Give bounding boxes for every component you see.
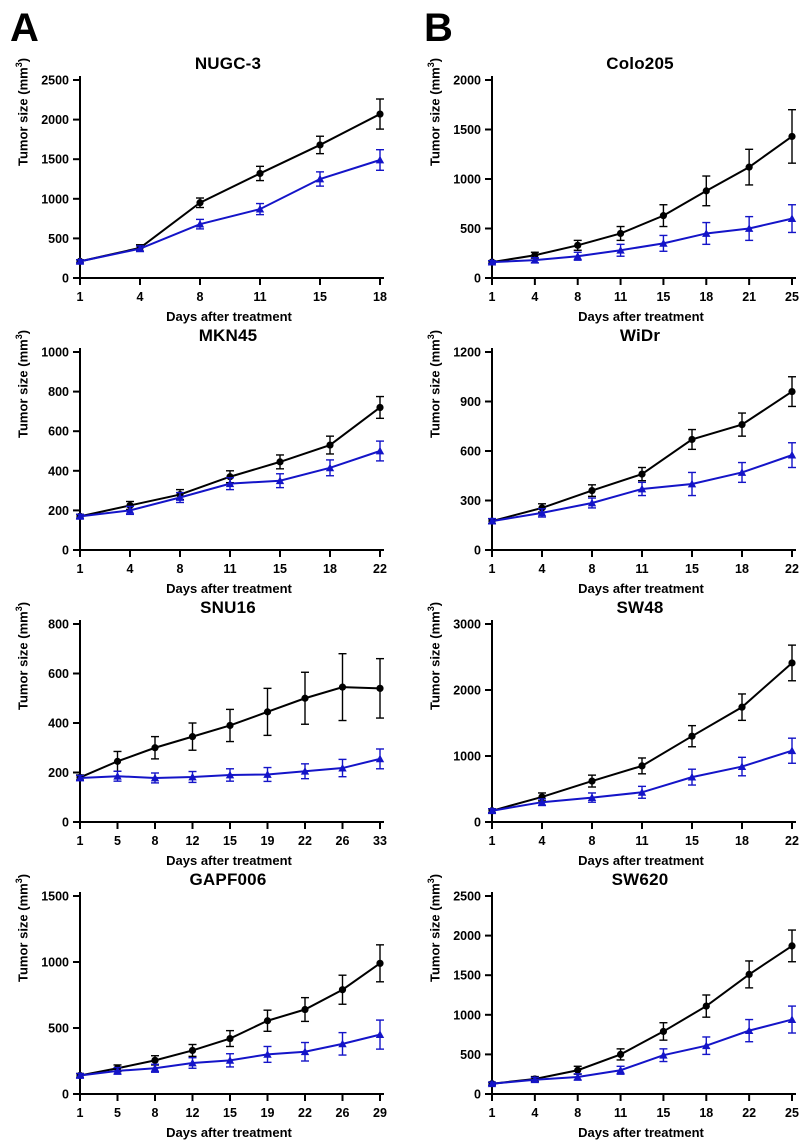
svg-text:22: 22 (742, 1106, 757, 1120)
svg-text:900: 900 (460, 395, 481, 409)
svg-text:11: 11 (223, 562, 237, 576)
svg-text:15: 15 (313, 290, 327, 304)
chart-title: MKN45 (198, 326, 258, 345)
svg-text:2500: 2500 (41, 73, 69, 88)
svg-text:4: 4 (531, 1106, 539, 1120)
plot-area (8, 320, 398, 598)
y-axis-label: Tumor size $(mm^3)$ (14, 57, 31, 166)
svg-text:1000: 1000 (41, 955, 69, 970)
svg-text:1: 1 (76, 834, 84, 848)
svg-text:4: 4 (531, 290, 539, 304)
svg-text:0: 0 (62, 543, 69, 558)
chart-sw620 (420, 864, 810, 1142)
svg-text:15: 15 (685, 562, 699, 576)
svg-text:1500: 1500 (453, 968, 481, 983)
chart-title: Colo205 (606, 54, 674, 73)
svg-text:1: 1 (488, 834, 496, 848)
svg-text:15: 15 (656, 290, 671, 304)
svg-text:11: 11 (613, 1106, 628, 1120)
svg-text:12: 12 (185, 1106, 200, 1120)
x-axis-label: Days after treatment (166, 853, 292, 868)
chart-title: SW48 (616, 598, 664, 617)
svg-text:19: 19 (260, 1106, 275, 1120)
svg-text:1: 1 (76, 1106, 84, 1120)
x-axis-label: Days after treatment (166, 309, 292, 324)
chart-colo205 (420, 48, 810, 326)
svg-text:500: 500 (48, 231, 69, 246)
svg-text:2000: 2000 (453, 73, 481, 88)
svg-text:18: 18 (699, 290, 714, 304)
svg-text:18: 18 (735, 834, 749, 848)
y-axis-label: Tumor size $(mm^3)$ (426, 57, 443, 166)
svg-text:22: 22 (785, 562, 799, 576)
svg-text:1: 1 (488, 1106, 496, 1120)
chart-widr (420, 320, 810, 598)
svg-text:200: 200 (48, 766, 69, 780)
svg-text:500: 500 (460, 1047, 481, 1062)
svg-text:33: 33 (373, 834, 387, 848)
svg-text:18: 18 (735, 562, 749, 576)
svg-text:15: 15 (656, 1106, 671, 1120)
x-axis-label: Days after treatment (578, 581, 704, 596)
svg-text:0: 0 (62, 815, 69, 830)
svg-text:1: 1 (76, 562, 84, 576)
svg-text:1000: 1000 (41, 192, 69, 207)
svg-text:26: 26 (335, 834, 350, 848)
plot-area (8, 592, 398, 870)
svg-text:400: 400 (48, 716, 69, 731)
svg-text:600: 600 (460, 444, 481, 459)
chart-title: SW620 (611, 870, 669, 889)
svg-text:22: 22 (298, 1106, 312, 1120)
svg-text:8: 8 (151, 1106, 159, 1120)
svg-text:15: 15 (273, 562, 287, 576)
chart-snu16 (8, 592, 398, 870)
svg-text:1200: 1200 (453, 345, 481, 360)
x-axis-label: Days after treatment (166, 581, 292, 596)
svg-text:18: 18 (699, 1106, 714, 1120)
y-axis-label: Tumor size $(mm^3)$ (14, 601, 31, 710)
svg-text:1500: 1500 (41, 152, 69, 167)
y-axis-label: Tumor size $(mm^3)$ (14, 329, 31, 438)
svg-text:8: 8 (588, 562, 596, 576)
svg-text:25: 25 (785, 290, 799, 304)
svg-text:4: 4 (538, 562, 546, 576)
chart-gapf006 (8, 864, 398, 1142)
svg-text:0: 0 (62, 271, 69, 286)
y-axis-label: Tumor size $(mm^3)$ (14, 873, 31, 982)
svg-text:800: 800 (48, 385, 69, 400)
svg-text:15: 15 (223, 1106, 237, 1120)
svg-text:22: 22 (373, 562, 387, 576)
chart-sw48 (420, 592, 810, 870)
x-axis-label: Days after treatment (166, 1125, 292, 1140)
svg-text:12: 12 (185, 834, 200, 848)
chart-title: NUGC-3 (194, 54, 262, 73)
svg-text:8: 8 (176, 562, 184, 576)
svg-text:3000: 3000 (453, 617, 481, 632)
svg-text:4: 4 (136, 290, 144, 304)
chart-title: WiDr (619, 326, 661, 345)
svg-text:8: 8 (196, 290, 204, 304)
svg-text:8: 8 (151, 834, 159, 848)
svg-text:11: 11 (253, 290, 267, 304)
panel-label-b: B (424, 6, 453, 50)
svg-text:0: 0 (474, 543, 481, 558)
svg-text:300: 300 (460, 494, 481, 508)
svg-text:15: 15 (223, 834, 237, 848)
svg-text:1000: 1000 (41, 345, 69, 360)
panel-label-a: A (10, 6, 39, 50)
svg-text:1500: 1500 (41, 889, 69, 904)
svg-text:18: 18 (323, 562, 337, 576)
svg-text:600: 600 (48, 424, 69, 439)
svg-text:400: 400 (48, 464, 69, 479)
chart-title: GAPF006 (189, 870, 267, 889)
chart-nugc-3 (8, 48, 398, 326)
svg-text:1: 1 (488, 562, 496, 576)
svg-text:600: 600 (48, 667, 69, 681)
y-axis-label: Tumor size $(mm^3)$ (426, 329, 443, 438)
svg-text:5: 5 (114, 834, 121, 848)
svg-text:5: 5 (114, 1106, 121, 1120)
plot-area (420, 48, 810, 326)
x-axis-label: Days after treatment (578, 309, 704, 324)
svg-text:25: 25 (785, 1106, 799, 1120)
svg-text:2000: 2000 (453, 683, 481, 698)
svg-text:21: 21 (742, 290, 757, 304)
svg-text:0: 0 (62, 1087, 69, 1102)
svg-text:4: 4 (538, 834, 546, 848)
svg-text:2000: 2000 (453, 929, 481, 944)
svg-text:1500: 1500 (453, 123, 481, 137)
svg-text:500: 500 (48, 1021, 69, 1036)
svg-text:22: 22 (298, 834, 312, 848)
svg-text:1: 1 (76, 290, 84, 304)
svg-text:1000: 1000 (453, 172, 481, 187)
x-axis-label: Days after treatment (578, 1125, 704, 1140)
chart-title: SNU16 (200, 598, 256, 617)
svg-text:18: 18 (373, 290, 387, 304)
svg-text:2500: 2500 (453, 889, 481, 904)
svg-text:8: 8 (574, 290, 582, 304)
plot-area (420, 320, 810, 598)
svg-text:29: 29 (373, 1106, 387, 1120)
y-axis-label: Tumor size $(mm^3)$ (426, 873, 443, 982)
svg-text:1: 1 (488, 290, 496, 304)
svg-text:15: 15 (685, 834, 699, 848)
svg-text:11: 11 (635, 834, 649, 848)
svg-text:8: 8 (574, 1106, 582, 1120)
svg-text:1000: 1000 (453, 1008, 481, 1023)
svg-text:0: 0 (474, 1087, 481, 1102)
svg-text:19: 19 (260, 834, 275, 848)
svg-text:0: 0 (474, 271, 481, 286)
svg-text:500: 500 (460, 222, 481, 236)
plot-area (420, 864, 810, 1142)
svg-text:22: 22 (785, 834, 799, 848)
plot-area (420, 592, 810, 870)
svg-text:1000: 1000 (453, 749, 481, 764)
svg-text:2000: 2000 (41, 113, 69, 128)
x-axis-label: Days after treatment (578, 853, 704, 868)
svg-text:11: 11 (613, 290, 628, 304)
svg-text:8: 8 (588, 834, 596, 848)
svg-text:26: 26 (335, 1106, 350, 1120)
y-axis-label: Tumor size $(mm^3)$ (426, 601, 443, 710)
svg-text:800: 800 (48, 617, 69, 632)
svg-text:11: 11 (635, 562, 649, 576)
plot-area (8, 48, 398, 326)
svg-text:200: 200 (48, 503, 69, 518)
plot-area (8, 864, 398, 1142)
svg-text:0: 0 (474, 815, 481, 830)
chart-mkn45 (8, 320, 398, 598)
svg-text:4: 4 (126, 562, 134, 576)
